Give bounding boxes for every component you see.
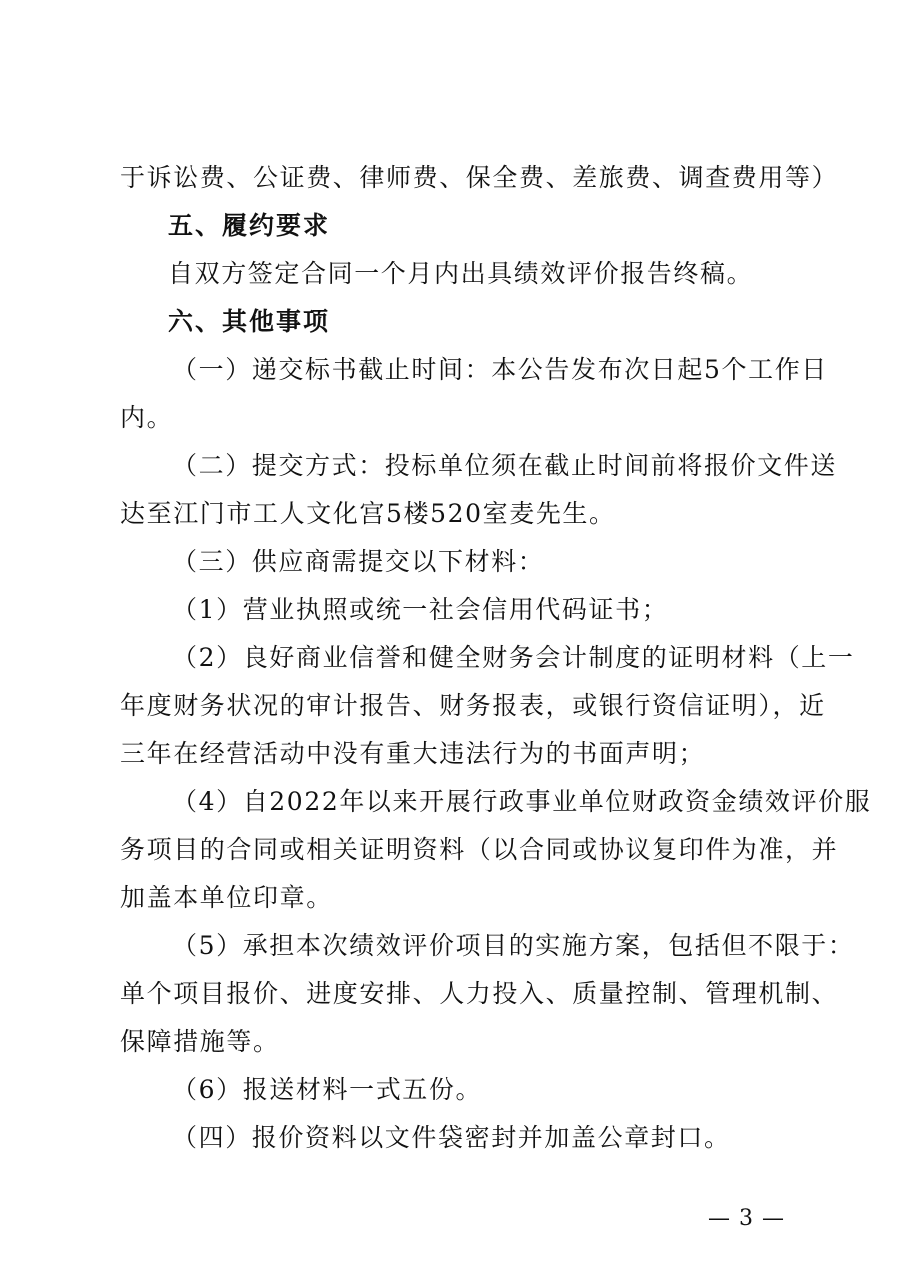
paragraph-line: 自双方签定合同一个月内出具绩效评价报告终稿。 bbox=[168, 259, 754, 288]
paragraph-line: 内。 bbox=[120, 403, 174, 432]
paragraph-line: 务项目的合同或相关证明资料（以合同或协议复印件为准，并 bbox=[120, 835, 839, 864]
paragraph-line: 于诉讼费、公证费、律师费、保全费、差旅费、调查费用等） bbox=[120, 163, 839, 192]
list-item: （4）自2022年以来开展行政事业单位财政资金绩效评价服 bbox=[172, 787, 872, 816]
paragraph-line: 达至江门市工人文化宫5楼520室麦先生。 bbox=[120, 499, 616, 528]
list-item: （5）承担本次绩效评价项目的实施方案，包括但不限于： bbox=[172, 931, 855, 960]
list-item: （1）营业执照或统一社会信用代码证书； bbox=[172, 595, 669, 624]
paragraph-line: 年度财务状况的审计报告、财务报表，或银行资信证明），近 bbox=[120, 691, 826, 720]
list-item: （6）报送材料一式五份。 bbox=[172, 1075, 483, 1104]
section-heading: 五、履约要求 bbox=[168, 211, 331, 240]
paragraph-line: 加盖本单位印章。 bbox=[120, 883, 333, 912]
page-number: — 3 — bbox=[708, 1206, 785, 1231]
paragraph-line: 单个项目报价、进度安排、人力投入、质量控制、管理机制、 bbox=[120, 979, 839, 1008]
list-item: （2）良好商业信誉和健全财务会计制度的证明材料（上一 bbox=[172, 643, 855, 672]
paragraph-line: （一）递交标书截止时间：本公告发布次日起5个工作日 bbox=[172, 355, 828, 384]
paragraph-line: 保障措施等。 bbox=[120, 1027, 280, 1056]
section-heading: 六、其他事项 bbox=[168, 307, 331, 336]
paragraph-line: （四）报价资料以文件袋密封并加盖公章封口。 bbox=[172, 1123, 731, 1152]
paragraph-line: （二）提交方式：投标单位须在截止时间前将报价文件送 bbox=[172, 451, 838, 480]
paragraph-line: 三年在经营活动中没有重大违法行为的书面声明； bbox=[120, 739, 706, 768]
paragraph-line: （三）供应商需提交以下材料： bbox=[172, 547, 545, 576]
